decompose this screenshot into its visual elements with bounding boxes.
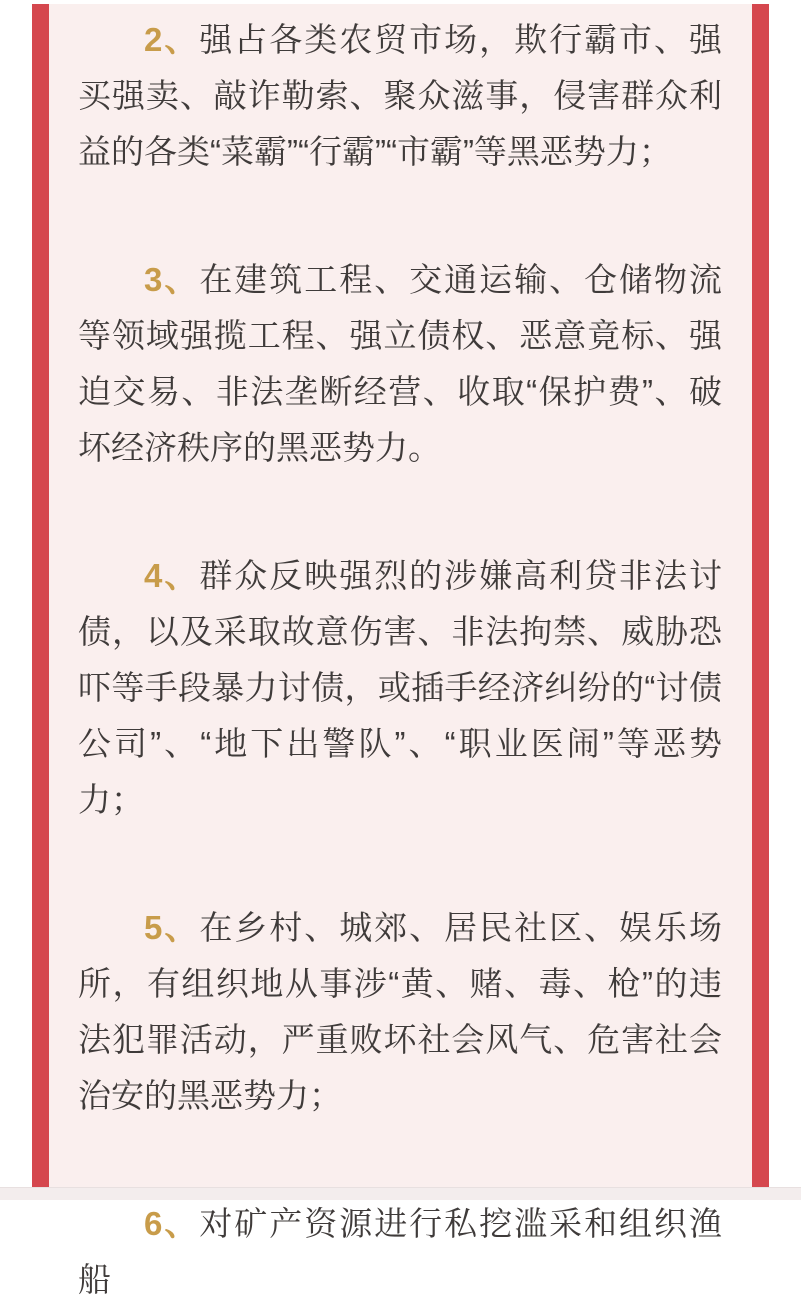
list-item-3 [78,252,722,476]
item-text: 在乡村、城郊、居民社区、娱乐场所，有组织地从事涉“黄、赌、毒、枪”的违法犯罪活动，严重败坏社会风气、危害社会治安的黑恶势力； [78,909,722,1114]
item-text: 群众反映强烈的涉嫌高利贷非法讨债，以及采取故意伤害、非法拘禁、威胁恐吓等手段暴力讨债，或插手经济纠纷的“讨债公司”、“地下出警队”、“职业医闹”等恶势力； [78,557,722,818]
item-number: 3、 [144,261,200,298]
list-item-5 [78,900,722,1124]
bottom-strip [0,1187,801,1200]
item-text: 在建筑工程、交通运输、仓储物流等领域强揽工程、强立债权、恶意竟标、强迫交易、非法垄断经营、收取“保护费”、破坏经济秩序的黑恶势力。 [78,261,722,466]
list-item-2 [78,12,722,180]
item-number: 4、 [144,557,200,594]
article-card [0,4,801,1298]
right-accent-bar [752,4,769,1187]
left-accent-bar [32,4,49,1187]
list-item-4 [78,548,722,828]
article-content [49,4,752,1298]
list-item-6 [78,1196,722,1308]
item-number: 6、 [144,1205,200,1242]
item-text: 对矿产资源进行私挖滥采和组织渔船 [78,1205,722,1298]
item-number: 2、 [144,21,200,58]
item-number: 5、 [144,909,200,946]
item-text: 强占各类农贸市场，欺行霸市、强买强卖、敲诈勒索、聚众滋事，侵害群众利益的各类“菜霸”“行霸”“市霸”等黑恶势力； [78,21,722,170]
